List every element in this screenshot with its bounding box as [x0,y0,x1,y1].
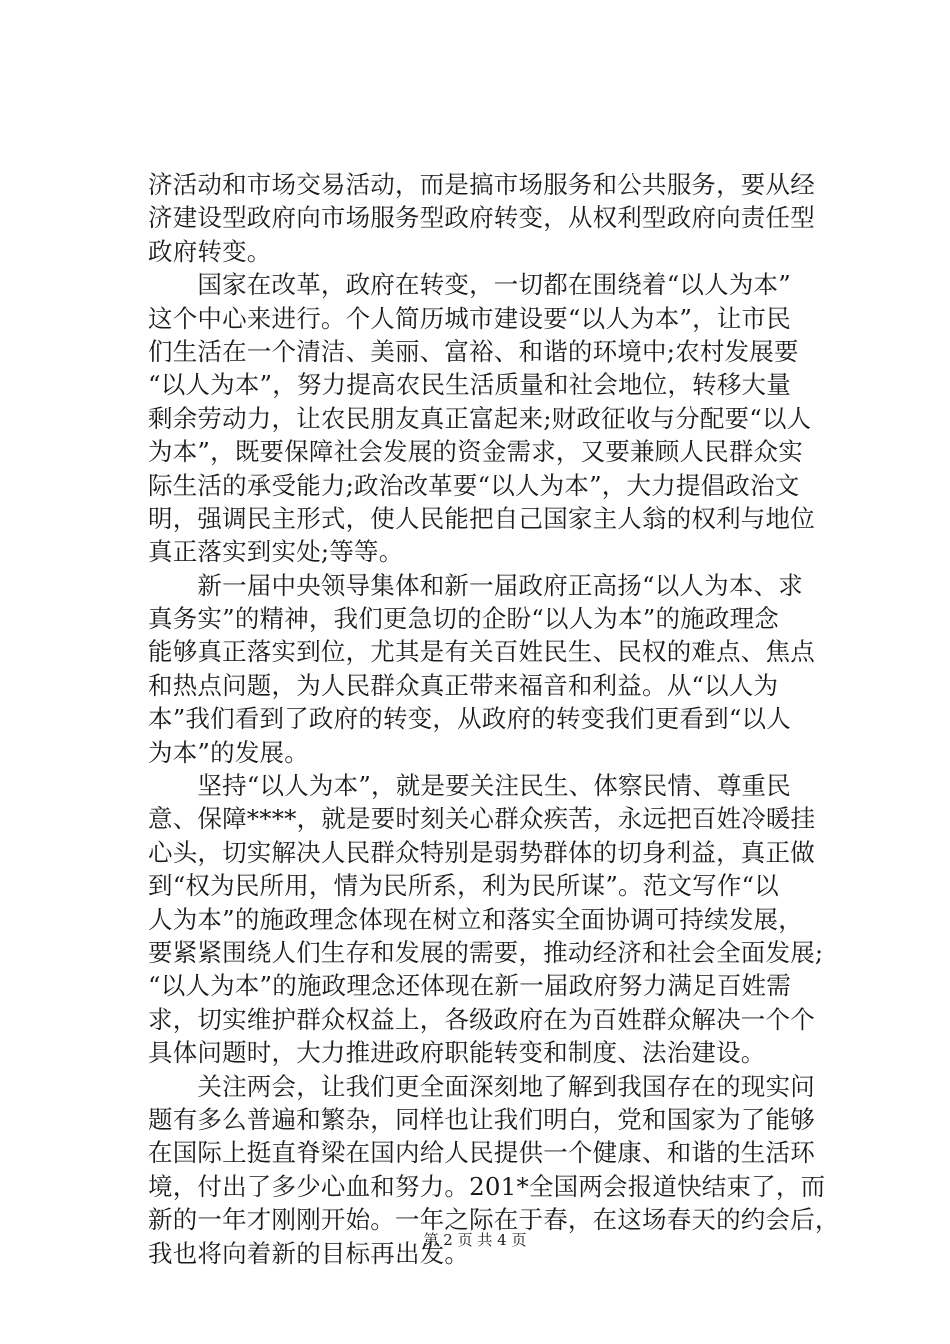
text-line: 国家在改革，政府在转变，一切都在围绕着“以人为本” [148,270,791,300]
text-line: 际生活的承受能力;政治改革要“以人为本”，大力提倡政治文 [148,470,800,500]
text-line: 具体问题时，大力推进政府职能转变和制度、法治建设。 [148,1038,766,1068]
text-line: 求，切实维护群众权益上，各级政府在为百姓群众解决一个个 [148,1004,815,1034]
text-line: 心头，切实解决人民群众特别是弱势群体的切身利益，真正做 [148,837,815,867]
text-line: 为本”，既要保障社会发展的资金需求，又要兼顾人民群众实 [148,437,803,467]
text-line: 剩余劳动力，让农民朋友真正富起来;财政征收与分配要“以人 [148,403,812,433]
text-line: 济活动和市场交易活动，而是搞市场服务和公共服务，要从经 [148,170,815,199]
text-line: 政府转变。 [148,236,272,266]
text-line: 这个中心来进行。个人简历城市建设要“以人为本”，让市民 [148,303,791,333]
text-line: 人为本”的施政理念体现在树立和落实全面协调可持续发展， [148,904,803,934]
text-line: 们生活在一个清洁、美丽、富裕、和谐的环境中;农村发展要 [148,336,799,366]
text-line: 明，强调民主形式，使人民能把自己国家主人翁的权利与地位 [148,503,815,533]
text-line: 要紧紧围绕人们生存和发展的需要，推动经济和社会全面发展; [148,937,824,967]
text-line: 和热点问题，为人民群众真正带来福音和利益。从“以人为 [148,670,779,700]
text-line: 济建设型政府向市场服务型政府转变，从权利型政府向责任型 [148,203,815,233]
text-line: 新一届中央领导集体和新一届政府正高扬“以人为本、求 [148,570,803,600]
text-line: 为本”的发展。 [148,737,309,767]
text-line: 真务实”的精神，我们更急切的企盼“以人为本”的施政理念 [148,604,779,634]
text-line: 能够真正落实到位，尤其是有关百姓民生、民权的难点、焦点 [148,637,815,667]
text-line: “以人为本”，努力提高农民生活质量和社会地位，转移大量 [148,370,791,400]
page-footer: 第 2 页 共 4 页 [423,1231,527,1249]
text-line: 题有多么普遍和繁杂，同样也让我们明白，党和国家为了能够 [148,1104,815,1134]
body-text [148,168,840,1270]
text-line: 本”我们看到了政府的转变，从政府的转变我们更看到“以人 [148,704,791,734]
text-line: 新的一年才刚刚开始。一年之际在于春，在这场春天的约会后， [148,1205,840,1235]
text-line: 我也将向着新的目标再出发。 [148,1238,470,1268]
text-line: 真正落实到实处;等等。 [148,537,404,567]
text-line: 在国际上挺直脊梁在国内给人民提供一个健康、和谐的生活环 [148,1138,815,1168]
text-line: 坚持“以人为本”，就是要关注民生、体察民情、尊重民 [148,771,791,801]
text-line: 关注两会，让我们更全面深刻地了解到我国存在的现实问 [148,1071,815,1101]
text-line: 到“权为民所用，情为民所系，利为民所谋”。范文写作“以 [148,871,779,901]
text-line: “以人为本”的施政理念还体现在新一届政府努力满足百姓需 [148,971,791,1001]
text-line: 境，付出了多少心血和努力。201*全国两会报道快结束了，而 [148,1171,826,1201]
text-line: 意、保障****，就是要时刻关心群众疾苦，永远把百姓冷暖挂 [148,804,816,834]
